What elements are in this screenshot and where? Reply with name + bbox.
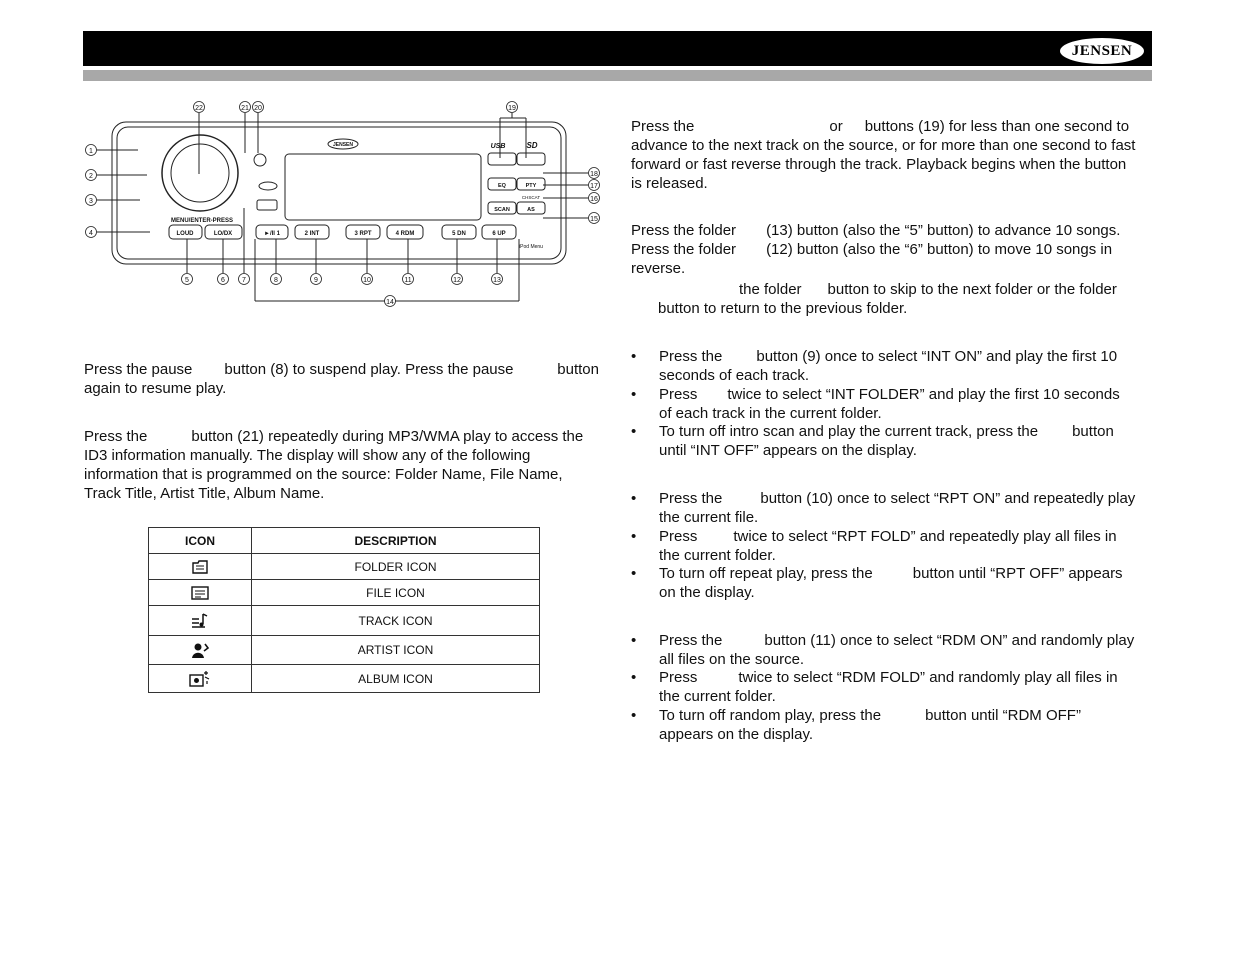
svg-text:5: 5 [185,277,189,284]
artist-icon [190,642,210,659]
table-row: ARTIST ICON [149,636,540,665]
bullet: • [631,565,637,582]
svg-text:10: 10 [363,277,371,284]
rdm-bullet-1: Press the button (11) once to select “RDM ON” and randomly play all files on the source. [659,632,1135,668]
svg-text:19: 19 [508,105,516,112]
folder-paragraph: Press the folder (13) button (also the “5” button) to advance 10 songs. Press the folder (12) button (also the “6” button) to move 10 songs in reverse. the folder button to skip to the next folder or the folder button to return to the previous folder. [631,222,1121,317]
svg-text:LO/DX: LO/DX [213,231,233,237]
table-header-icon: ICON [149,528,252,554]
folder-icon [192,560,208,574]
svg-text:13: 13 [493,277,501,284]
int-bullet-3: To turn off intro scan and play the current track, press the button until “INT OFF” appears on the display. [659,423,1114,459]
header-bar [83,31,1152,66]
svg-text:5 DN: 5 DN [452,231,466,237]
bullet: • [631,423,637,440]
rpt-bullet-3: To turn off repeat play, press the button until “RPT OFF” appears on the display. [659,565,1123,601]
svg-text:18: 18 [590,171,598,178]
svg-text:9: 9 [314,277,318,284]
bullet: • [631,707,637,724]
svg-text:JENSEN: JENSEN [332,142,354,148]
bullet: • [631,386,637,403]
track-icon [191,613,209,629]
svg-text:7: 7 [242,277,246,284]
svg-text:►/II 1: ►/II 1 [264,231,280,237]
svg-text:15: 15 [590,216,598,223]
svg-text:4: 4 [89,230,93,237]
svg-text:3 RPT: 3 RPT [354,231,372,237]
jensen-logo: JENSEN [1060,38,1144,64]
svg-text:14: 14 [386,299,394,306]
table-row: FOLDER ICON [149,554,540,580]
svg-text:21: 21 [241,105,249,112]
svg-text:16: 16 [590,196,598,203]
svg-text:SD: SD [526,141,538,150]
svg-text:SCAN: SCAN [494,207,510,213]
svg-text:22: 22 [195,105,203,112]
rpt-bullet-1: Press the button (10) once to select “RPT ON” and repeatedly play the current file. [659,490,1136,526]
head-unit-diagram [80,98,610,313]
svg-text:1: 1 [89,148,93,155]
svg-text:17: 17 [590,183,598,190]
rdm-bullet-3: To turn off random play, press the button until “RDM OFF” appears on the display. [659,707,1081,743]
svg-text:12: 12 [453,277,461,284]
pause-paragraph: Press the pause button (8) to suspend play. Press the pause button again to resume play. [84,361,599,397]
table-row: ALBUM ICON [149,665,540,693]
int-bullet-1: Press the button (9) once to select “INT ON” and play the first 10 seconds of each track. [659,348,1118,384]
svg-text:3: 3 [89,198,93,205]
svg-text:2: 2 [89,173,93,180]
bullet: • [631,669,637,686]
album-icon [189,670,211,687]
svg-text:PTY: PTY [525,183,537,189]
table-header-description: DESCRIPTION [252,528,540,554]
svg-text:6: 6 [221,277,225,284]
id3-paragraph: Press the button (21) repeatedly during MP3/WMA play to access the ID3 information manually. The display will show any of the following information that is programmed on the source: Folder Name, File Name, Track Title, Artist Title, Album Name. [84,428,584,502]
svg-text:LOUD: LOUD [176,231,194,237]
bullet: • [631,490,637,507]
icon-table [148,527,540,693]
svg-text:11: 11 [404,277,412,284]
svg-text:iPod Menu: iPod Menu [519,244,543,250]
svg-text:EQ: EQ [498,183,506,189]
svg-text:4 RDM: 4 RDM [395,231,415,237]
header-rule [83,70,1152,81]
bullet: • [631,348,637,365]
bullet: • [631,528,637,545]
svg-text:MENU/ENTER-PRESS: MENU/ENTER-PRESS [170,218,234,224]
svg-text:8: 8 [274,277,278,284]
table-row: TRACK ICON [149,606,540,636]
svg-text:20: 20 [254,105,262,112]
int-bullet-2: Press twice to select “INT FOLDER” and play the first 10 seconds of each track in the current folder. [659,386,1120,422]
rpt-bullet-2: Press twice to select “RPT FOLD” and repeatedly play all files in the current folder. [659,528,1117,564]
file-icon [191,586,209,600]
svg-text:CHSCAT: CHSCAT [521,195,541,200]
track-select-paragraph: Press the or buttons (19) for less than one second to advance to the next track on the source, or for more than one second to fast forward or fast reverse through the track. Playback begins when the button is released. [631,118,1136,192]
svg-text:6 UP: 6 UP [492,231,506,237]
svg-text:2 INT: 2 INT [304,231,320,237]
svg-text:USB: USB [490,143,506,150]
rdm-bullet-2: Press twice to select “RDM FOLD” and randomly play all files in the current folder. [659,669,1118,705]
table-row: FILE ICON [149,580,540,606]
svg-text:AS: AS [527,207,535,213]
bullet: • [631,632,637,649]
